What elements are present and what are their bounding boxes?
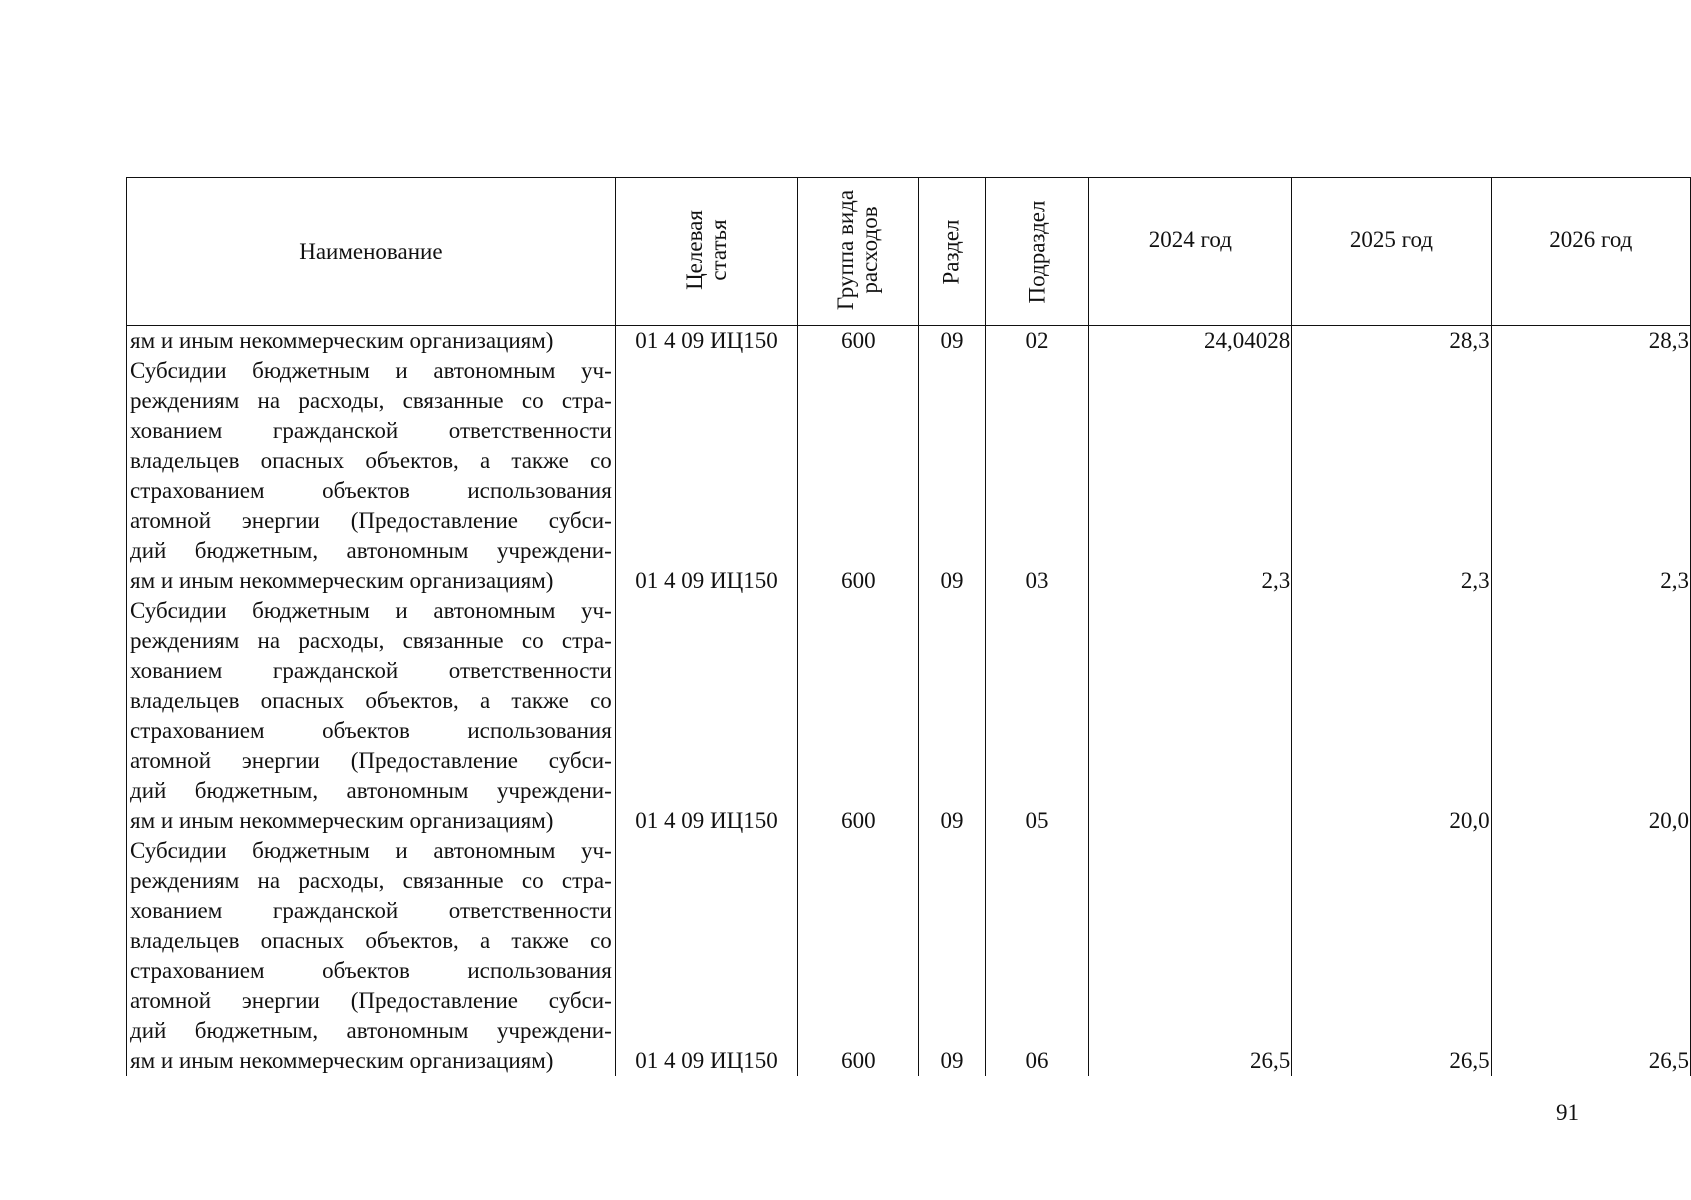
row-section: 09 bbox=[919, 836, 985, 1076]
row-subsection: 02 bbox=[985, 326, 1089, 357]
row-name-line: страхованием объектов использования bbox=[130, 718, 612, 743]
row-target-article: 01 4 09 ИЦ150 bbox=[615, 356, 798, 596]
row-target-article: 01 4 09 ИЦ150 bbox=[615, 596, 798, 836]
page-number: 91 bbox=[1556, 1100, 1579, 1125]
row-name-line: владельцев опасных объектов, а также со bbox=[130, 928, 612, 953]
row-name-line: страхованием объектов использования bbox=[130, 478, 612, 503]
row-value-2026: 26,5 bbox=[1491, 836, 1690, 1076]
row-name-line: дий бюджетным, автономным учреждени- bbox=[130, 1018, 612, 1043]
row-subsection: 03 bbox=[985, 356, 1089, 596]
row-name-line: страхованием объектов использования bbox=[130, 958, 612, 983]
header-target-article: Целевая статья bbox=[615, 178, 798, 326]
row-name bbox=[127, 326, 616, 357]
row-name-line: Субсидии бюджетным и автономным уч- bbox=[130, 598, 612, 623]
header-2025: 2025 год bbox=[1292, 178, 1491, 326]
row-name-line: дий бюджетным, автономным учреждени- bbox=[130, 778, 612, 803]
row-value-2024: 24,04028 bbox=[1089, 326, 1292, 357]
header-expense-group: Группа вида расходов bbox=[798, 178, 919, 326]
row-expense-group: 600 bbox=[798, 326, 919, 357]
row-name-line: ям и иным некоммерческим организациям) bbox=[130, 568, 554, 593]
row-name-line: владельцев опасных объектов, а также со bbox=[130, 448, 612, 473]
row-target-article: 01 4 09 ИЦ150 bbox=[615, 836, 798, 1076]
row-expense-group: 600 bbox=[798, 356, 919, 596]
row-value-2025: 2,3 bbox=[1292, 356, 1491, 596]
row-subsection: 06 bbox=[985, 836, 1089, 1076]
row-name-line: атомной энергии (Предоставление субси- bbox=[130, 988, 612, 1013]
row-expense-group: 600 bbox=[798, 596, 919, 836]
table-row bbox=[127, 836, 1691, 1076]
row-target-article: 01 4 09 ИЦ150 bbox=[615, 326, 798, 357]
header-2026: 2026 год bbox=[1491, 178, 1690, 326]
row-value-2024: 2,3 bbox=[1089, 356, 1292, 596]
row-name-line: ям и иным некоммерческим организациям) bbox=[130, 1048, 554, 1073]
header-subsection: Подраздел bbox=[985, 178, 1089, 326]
row-name-line: дий бюджетным, автономным учреждени- bbox=[130, 538, 612, 563]
row-name-line: Субсидии бюджетным и автономным уч- bbox=[130, 838, 612, 863]
row-name-line: Субсидии бюджетным и автономным уч- bbox=[130, 358, 612, 383]
row-name-line: реждениям на расходы, связанные со стра- bbox=[130, 628, 612, 653]
table-row bbox=[127, 326, 1691, 357]
row-name bbox=[127, 836, 616, 1076]
row-name-line: реждениям на расходы, связанные со стра- bbox=[130, 388, 612, 413]
header-section: Раздел bbox=[919, 178, 985, 326]
row-name bbox=[127, 356, 616, 596]
header-name: Наименование bbox=[127, 178, 616, 326]
row-value-2025: 20,0 bbox=[1292, 596, 1491, 836]
row-section: 09 bbox=[919, 596, 985, 836]
row-section: 09 bbox=[919, 356, 985, 596]
row-name-line: реждениям на расходы, связанные со стра- bbox=[130, 868, 612, 893]
row-name-line: атомной энергии (Предоставление субси- bbox=[130, 508, 612, 533]
table-row bbox=[127, 356, 1691, 596]
header-2024: 2024 год bbox=[1089, 178, 1292, 326]
row-section: 09 bbox=[919, 326, 985, 357]
row-name-line: ям и иным некоммерческим организациям) bbox=[130, 808, 554, 833]
row-name-line: хованием гражданской ответственности bbox=[130, 658, 612, 683]
row-expense-group: 600 bbox=[798, 836, 919, 1076]
row-value-2026: 20,0 bbox=[1491, 596, 1690, 836]
table-row bbox=[127, 596, 1691, 836]
row-name-line: владельцев опасных объектов, а также со bbox=[130, 688, 612, 713]
row-value-2024 bbox=[1089, 596, 1292, 836]
row-value-2025: 28,3 bbox=[1292, 326, 1491, 357]
row-value-2024: 26,5 bbox=[1089, 836, 1292, 1076]
row-subsection: 05 bbox=[985, 596, 1089, 836]
row-name-line: атомной энергии (Предоставление субси- bbox=[130, 748, 612, 773]
row-value-2026: 28,3 bbox=[1491, 326, 1690, 357]
row-name bbox=[127, 596, 616, 836]
row-name-line: хованием гражданской ответственности bbox=[130, 418, 612, 443]
row-name-line: хованием гражданской ответственности bbox=[130, 898, 612, 923]
row-value-2026: 2,3 bbox=[1491, 356, 1690, 596]
budget-table bbox=[126, 177, 1691, 1076]
row-name-line: ям и иным некоммерческим организациям) bbox=[130, 328, 554, 353]
table-header-row bbox=[127, 178, 1691, 326]
row-value-2025: 26,5 bbox=[1292, 836, 1491, 1076]
